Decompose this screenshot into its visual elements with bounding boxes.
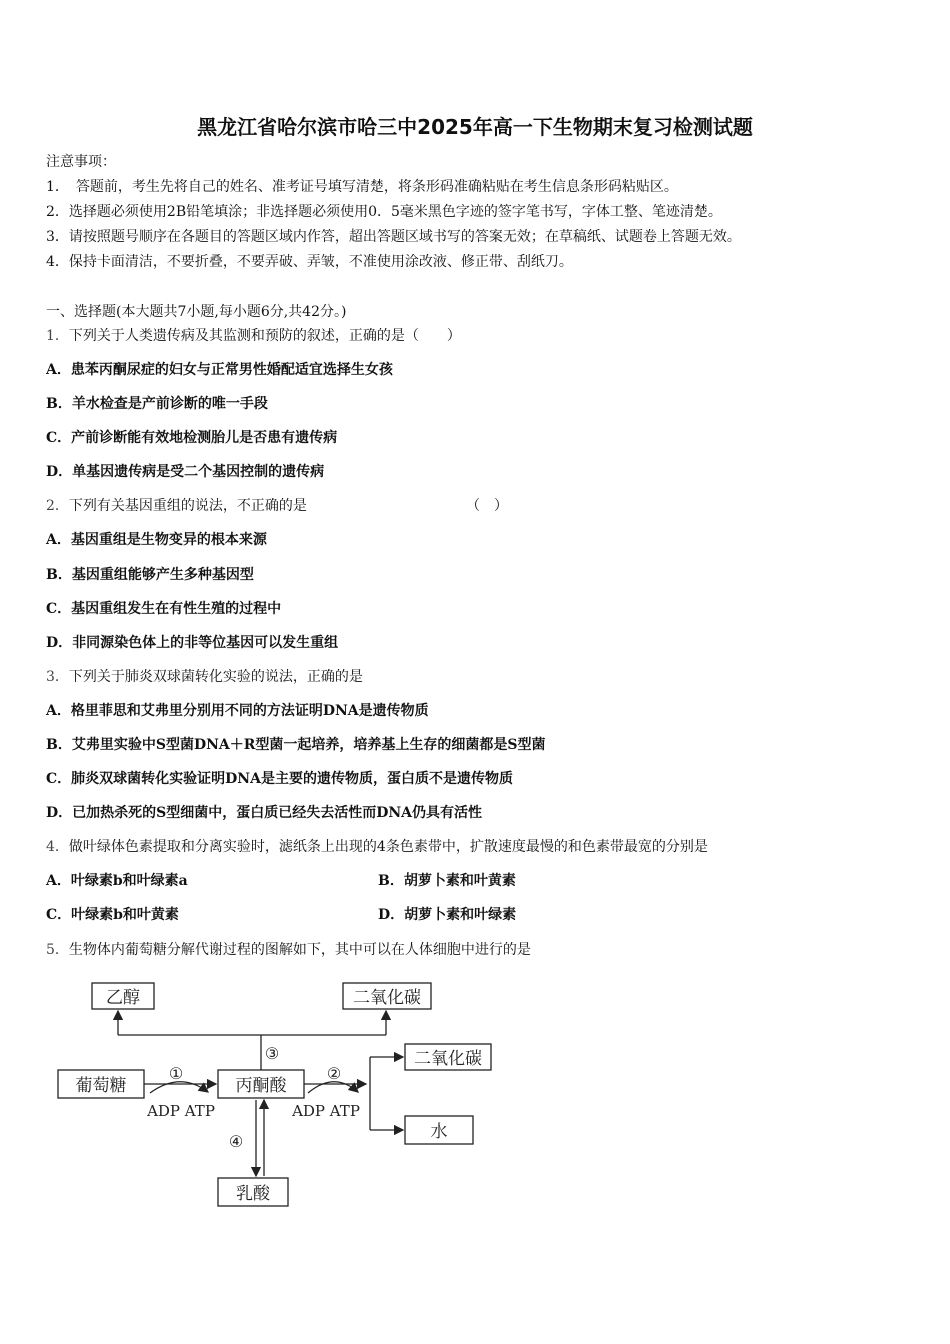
- question-number: 5．: [46, 942, 69, 958]
- question-2-option-b[interactable]: B．基因重组能够产生多种基因型: [46, 567, 254, 583]
- notice-item: 4．保持卡面清洁，不要折叠，不要弄破、弄皱，不准使用涂改液、修正带、刮纸刀。: [46, 254, 573, 270]
- question-2-stem: [46, 497, 307, 515]
- question-text: 下列有关基因重组的说法，不正确的是: [68, 498, 307, 514]
- ethanol-label: 乙醇: [106, 988, 140, 1008]
- question-4-option-b[interactable]: B．胡萝卜素和叶黄素: [378, 873, 516, 889]
- question-2-option-d[interactable]: D．非同源染色体上的非等位基因可以发生重组: [46, 635, 339, 651]
- question-3-option-d[interactable]: D．已加热杀死的S型细菌中，蛋白质已经失去活性而DNA仍具有活性: [46, 805, 483, 821]
- co2-top-label: 二氧化碳: [353, 988, 421, 1008]
- pyruvate-label: 丙酮酸: [235, 1076, 287, 1096]
- question-number: 1．: [46, 328, 69, 344]
- adp-atp-label-1: ADP ATP: [147, 1102, 215, 1120]
- notice-item: 1． 答题前，考生先将自己的姓名、准考证号填写清楚，将条形码准确粘贴在考生信息条形码粘贴区。: [46, 179, 678, 195]
- question-4-option-a[interactable]: A．叶绿素b和叶绿素a: [46, 873, 188, 889]
- question-4-stem: [46, 838, 708, 856]
- water-label: 水: [430, 1122, 448, 1142]
- question-number: 2．: [46, 498, 69, 514]
- question-1-option-a[interactable]: A．患苯丙酮尿症的妇女与正常男性婚配适宜选择生女孩: [46, 362, 393, 378]
- glucose-label: 葡萄糖: [75, 1076, 127, 1096]
- question-3-option-c[interactable]: C．肺炎双球菌转化实验证明DNA是主要的遗传物质，蛋白质不是遗传物质: [46, 771, 513, 787]
- question-4-option-d[interactable]: D．胡萝卜素和叶绿素: [378, 907, 517, 923]
- question-5-stem: [46, 941, 531, 959]
- step-2-label: ②: [326, 1064, 342, 1083]
- question-text: 生物体内葡萄糖分解代谢过程的图解如下，其中可以在人体细胞中进行的是: [68, 942, 531, 958]
- question-3-stem: [46, 668, 363, 686]
- question-2-option-a[interactable]: A．基因重组是生物变异的根本来源: [46, 532, 267, 548]
- adp-atp-label-2: ADP ATP: [292, 1102, 360, 1120]
- question-number: 4．: [46, 839, 69, 855]
- question-3-option-a[interactable]: A．格里菲思和艾弗里分别用不同的方法证明DNA是遗传物质: [46, 703, 429, 719]
- lactic-acid-label: 乳酸: [236, 1184, 270, 1204]
- step-4-label: ④: [228, 1132, 244, 1151]
- question-text: 下列关于人类遗传病及其监测和预防的叙述，正确的是（ ）: [68, 328, 461, 344]
- notice-item: 2．选择题必须使用2B铅笔填涂；非选择题必须使用0．5毫米黑色字迹的签字笔书写，字体工整、笔迹清楚。: [46, 204, 722, 220]
- question-1-stem: [46, 327, 461, 345]
- answer-bracket: （ ）: [466, 498, 508, 514]
- page-title: 黑龙江省哈尔滨市哈三中2025年高一下生物期末复习检测试题: [197, 115, 753, 139]
- question-text: 做叶绿体色素提取和分离实验时，滤纸条上出现的4条色素带中，扩散速度最慢的和色素带最宽的分别是: [68, 839, 708, 855]
- question-1-option-c[interactable]: C．产前诊断能有效地检测胎儿是否患有遗传病: [46, 430, 338, 446]
- section-heading: 一、选择题(本大题共7小题,每小题6分,共42分。): [46, 304, 347, 320]
- step-1-label: ①: [168, 1064, 184, 1083]
- notice-heading: 注意事项：: [46, 154, 116, 170]
- question-4-option-c[interactable]: C．叶绿素b和叶黄素: [46, 907, 179, 923]
- question-3-option-b[interactable]: B．艾弗里实验中S型菌DNA＋R型菌一起培养，培养基上生存的细菌都是S型菌: [46, 737, 546, 753]
- question-text: 下列关于肺炎双球菌转化实验的说法，正确的是: [68, 669, 363, 685]
- question-1-option-d[interactable]: D．单基因遗传病是受二个基因控制的遗传病: [46, 464, 325, 480]
- question-1-option-b[interactable]: B．羊水检查是产前诊断的唯一手段: [46, 396, 268, 412]
- step-3-label: ③: [264, 1044, 280, 1063]
- question-2-option-c[interactable]: C．基因重组发生在有性生殖的过程中: [46, 601, 282, 617]
- question-number: 3．: [46, 669, 69, 685]
- co2-right-label: 二氧化碳: [414, 1049, 482, 1069]
- notice-item: 3．请按照题号顺序在各题目的答题区域内作答，超出答题区域书写的答案无效；在草稿纸、试题卷上答题无效。: [46, 229, 741, 245]
- glucose-metabolism-diagram: [50, 975, 510, 1215]
